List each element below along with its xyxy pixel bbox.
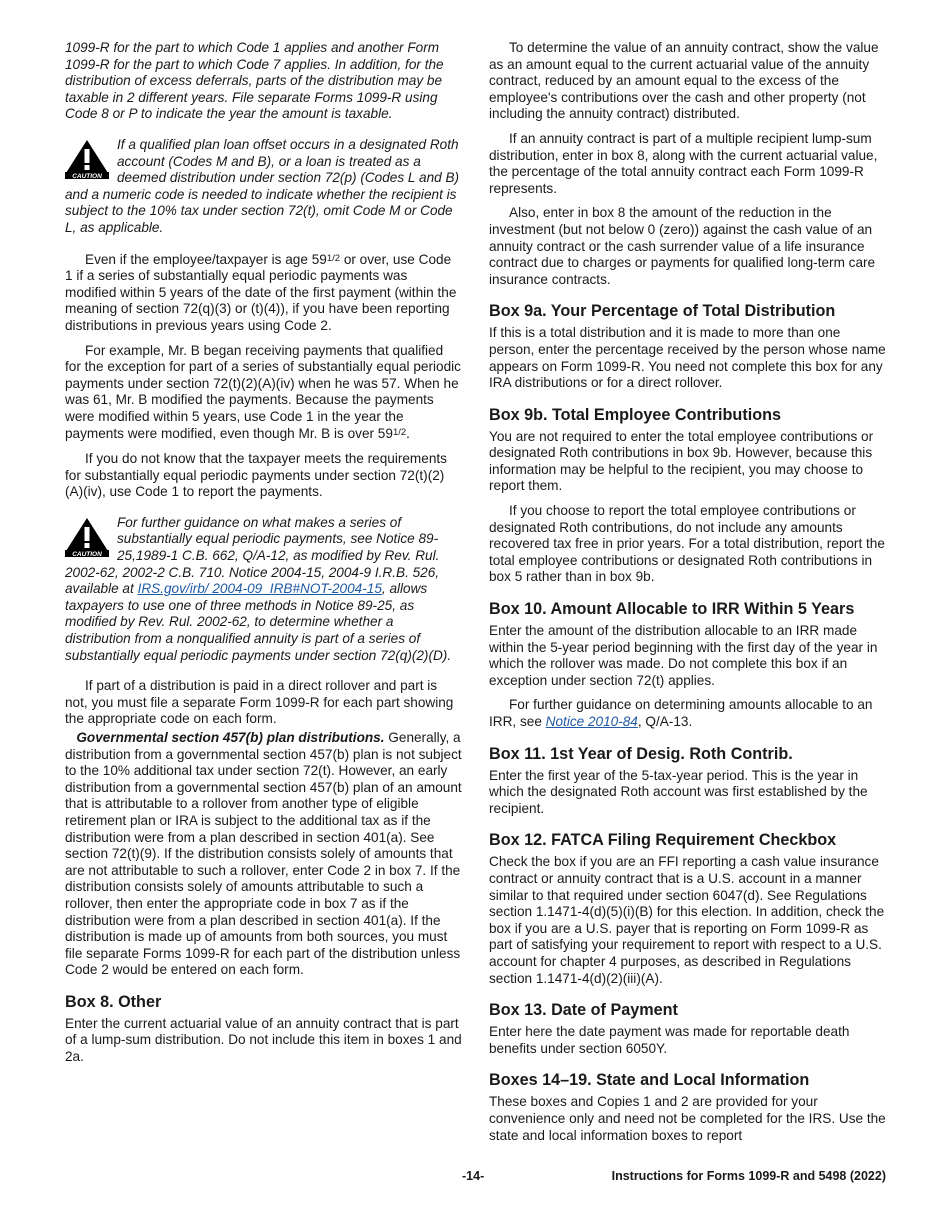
paragraph: Enter the current actuarial value of an annuity contract that is part of a lump-sum distribution. Do not include this item in boxes 1 and 2a. bbox=[65, 1015, 462, 1065]
caution-note bbox=[65, 137, 462, 237]
document-title: Instructions for Forms 1099-R and 5498 (2022) bbox=[611, 1169, 886, 1183]
section-heading: Box 9b. Total Employee Contributions bbox=[489, 405, 781, 424]
paragraph: Governmental section 457(b) plan distributions. Generally, a distribution from a governmental section 457(b) plan is not subject to the 10% additional tax under section 72(t). However, an early distribution from a governmental section 457(b) plan of an amount that is attributable to a rollover from another type of eligible retirement plan or IRA is subject to the additional tax as if the distribution were from a plan described in section 401(a). See section 72(t)(9). If the distribution consists solely of amounts that are not attributable to such a rollover, enter Code 2 in box 7. If the distribution consists solely of amounts attributable to such a rollover, then enter the appropriate code in box 7 as if the distribution were from a plan described in section 401(a). If the distribution is made up of amounts from both sources, you must file separate Forms 1099-R for each part of the distribution unless Code 2 would be entered on each form. bbox=[65, 729, 462, 978]
caution-note bbox=[65, 515, 462, 664]
section-heading: Box 10. Amount Allocable to IRR Within 5 Years bbox=[489, 600, 855, 619]
section-heading: Box 8. Other bbox=[65, 992, 162, 1011]
paragraph: To determine the value of an annuity contract, show the value as an amount equal to the current actuarial value of the annuity contract, reduced by an amount equal to the excess of the employee's contributions over the cash and other property (not including the annuity contract) distributed. bbox=[489, 40, 879, 122]
paragraph: Enter the amount of the distribution allocable to an IRR made within the 5-year period beginning with the first day of the year in which the rollover was made. Do not complete this box if an exception under section 72(t) applies. bbox=[489, 623, 878, 688]
caution-text: For further guidance on what makes a series of substantially equal periodic payments, see Notice 89-25,1989-1 C.B. 662, Q/A-12, as modified by Rev. Rul. 2002-62, 2002-2 C.B. 710. Notice 2004-15, 2004-9 I.R.B. 526, available at IRS.gov/irb/ 2004-09_IRB#NOT-2004-15, allows taxpayers to use one of three methods in Notice 89-25, as modified by Rev. Rul. 2002-62, to determine whether a distribution from a nonqualified annuity is part of a series of substantially equal periodic payments under section 72(q)(2)(D). bbox=[65, 514, 452, 663]
paragraph: Also, enter in box 8 the amount of the reduction in the investment (but not below 0 (zero)) against the cash value of an annuity contract or the cash surrender value of a life insurance contract due to charges or payments for qualified long-term care insurance contracts. bbox=[489, 205, 876, 287]
left-column bbox=[65, 40, 462, 1074]
caution-label: CAUTION bbox=[72, 172, 102, 179]
notice-2010-84-link[interactable]: Notice 2010-84 bbox=[545, 714, 638, 729]
page-number: -14- bbox=[462, 1169, 485, 1183]
paragraph: Check the box if you are an FFI reporting a cash value insurance contract or annuity contract that is a U.S. account in a manner similar to that required under section 6047(d). See Regulations section 1.1471-4(d)(5)(i)(B) for this election. In addition, check the box if you are a U.S. payer that is reporting on Form 1099-R as part of satisfying your requirement to report with respect to a U.S. account for chapter 4 purposes, as described in Regulations section 1.1471-4(d)(2)(iii)(A). bbox=[489, 854, 885, 986]
paragraph: For example, Mr. B began receiving payments that qualified for the exception for part of a series of substantially equal periodic payments under section 72(t)(2)(A)(iv) when he was 57. When he was 61, Mr. B modified the payments. Because the payments were modified within 5 years, use Code 1 in the year the payments were modified, even though Mr. B is over $59^{1/2}$. bbox=[65, 342, 461, 442]
paragraph: Enter here the date payment was made for reportable death benefits under section 6050Y. bbox=[489, 1024, 850, 1056]
paragraph: Enter the first year of the 5-tax-year period. This is the year in which the designated Roth account was first established by the recipient. bbox=[489, 767, 868, 816]
caution-text: If a qualified plan loan offset occurs in a designated Roth account (Codes M and B), or a loan is treated as a deemed distribution under section 72(p) (Codes L and B) and a numeric code is needed to indicate whether the recipient is subject to the 10% tax under section 72(t), omit Code M or Code L, as applicable. bbox=[65, 136, 460, 235]
paragraph: For further guidance on determining amounts allocable to an IRR, see Notice 2010-84, Q/A-13. bbox=[489, 697, 873, 729]
caution-label: CAUTION bbox=[72, 550, 102, 557]
paragraph: If you do not know that the taxpayer meets the requirements for substantially equal periodic payments under section 72(t)(2)(A)(iv), use Code 1 to report the payments. bbox=[65, 451, 447, 500]
section-heading: Box 12. FATCA Filing Requirement Checkbox bbox=[489, 831, 837, 850]
paragraph: These boxes and Copies 1 and 2 are provided for your convenience only and need not be completed for the IRS. Use the state and local information boxes to report bbox=[489, 1094, 886, 1143]
section-heading: Box 13. Date of Payment bbox=[489, 1001, 678, 1020]
caution-icon bbox=[65, 139, 109, 179]
caution-icon bbox=[65, 517, 109, 557]
paragraph: If this is a total distribution and it is made to more than one person, enter the percentage received by the person whose name appears on Form 1099-R. You need not complete this box for any IRA distributions or for a direct rollover. bbox=[489, 325, 886, 391]
paragraph: 1099-R for the part to which Code 1 applies and another Form 1099-R for the part to which Code 7 applies. In addition, for the distribution of excess deferrals, parts of the distribution may be taxable in 2 different years. File separate Forms 1099-R using Code 8 or P to indicate the year the amount is taxable. bbox=[65, 40, 444, 122]
section-heading: Boxes 14–19. State and Local Information bbox=[489, 1071, 810, 1090]
paragraph: If you choose to report the total employee contributions or designated Roth contributions, do not include any amounts recovered tax free in prior years. For a total distribution, report the total employee contributions or designated Roth contributions in box 5 rather than in box 9b. bbox=[489, 503, 885, 585]
section-heading: Box 9a. Your Percentage of Total Distribution bbox=[489, 302, 836, 321]
irb-link[interactable]: IRS.gov/irb/ 2004-09_IRB#NOT-2004-15 bbox=[137, 581, 382, 597]
paragraph: You are not required to enter the total employee contributions or designated Roth contributions in box 9b. However, because this information may be helpful to the recipient, you may choose to report them. bbox=[489, 428, 874, 494]
section-heading: Box 11. 1st Year of Desig. Roth Contrib. bbox=[489, 744, 793, 763]
paragraph: Even if the employee/taxpayer is age $59^{1/2}$ or over, use Code 1 if a series of substantially equal periodic payments was modified within 5 years of the date of the first payment (within the meaning of section 72(q)(3) or (t)(4)), if you have been reporting distributions in previous years using Code 2. bbox=[65, 251, 457, 333]
right-column bbox=[489, 40, 886, 1152]
paragraph: If an annuity contract is part of a multiple recipient lump-sum distribution, enter in box 8, along with the current actuarial value, the percentage of the total annuity contract each Form 1099-R represents. bbox=[489, 130, 878, 196]
paragraph: If part of a distribution is paid in a direct rollover and part is not, you must file a separate Form 1099-R for each part showing the appropriate code on each form. bbox=[65, 678, 454, 727]
